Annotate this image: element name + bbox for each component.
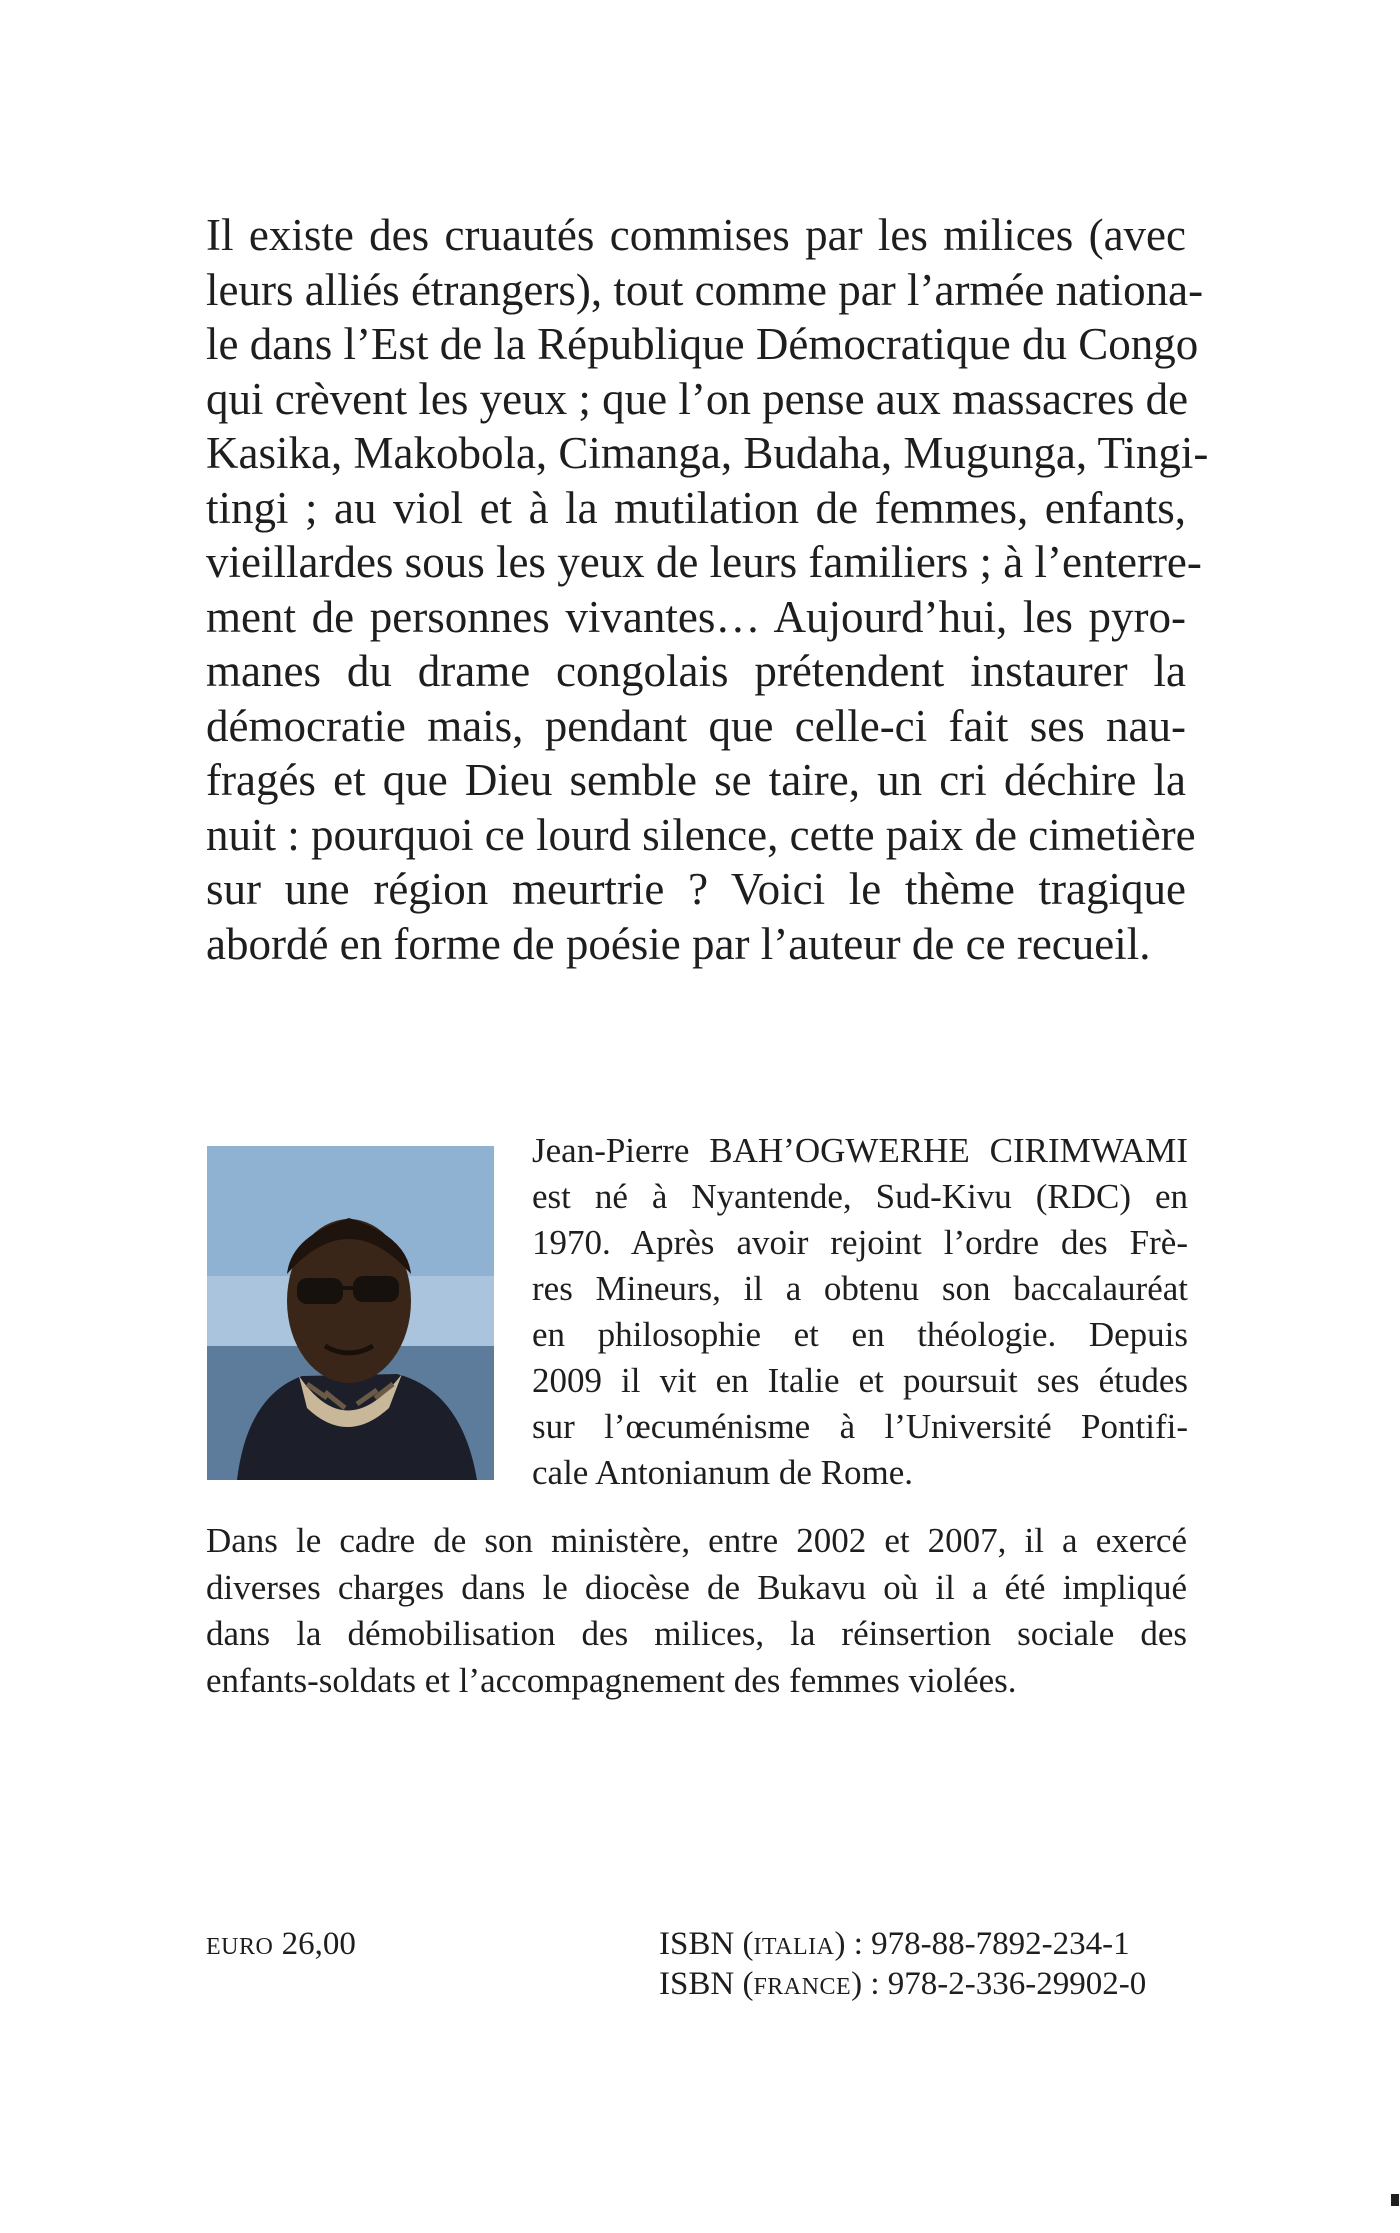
ministry-line: diverses charges dans le diocèse de Bukavu où il a été impliqué — [206, 1567, 1187, 1607]
author-bio — [532, 1128, 1188, 1496]
blurb-line: Il existe des cruautés commises par les milices (avec — [206, 210, 1186, 260]
isbn-label: ISBN — [659, 1926, 735, 1962]
bio-line: sur l’œcuménisme à l’Université Pontifi- — [532, 1407, 1188, 1446]
author-photo — [207, 1146, 494, 1480]
blurb-line: démocratie mais, pendant que celle-ci fait ses nau- — [206, 700, 1186, 751]
blurb-line: Kasika, Makobola, Cimanga, Budaha, Mugunga, Tingi- — [206, 428, 1209, 478]
blurb-line: le dans l’Est de la République Démocratique du Congo — [206, 319, 1199, 369]
isbn-region: ITALIA — [753, 1934, 835, 1960]
blurb-line: nuit : pourquoi ce lourd silence, cette paix de cimetière — [206, 809, 1196, 860]
blurb-line: ment de personnes vivantes… Aujourd’hui, les pyro- — [206, 591, 1186, 642]
isbn-label: ISBN — [659, 1966, 735, 2002]
trim-mark — [1391, 2194, 1399, 2206]
price-currency: EURO — [206, 1934, 274, 1960]
blurb-line: leurs alliés étrangers), tout comme par l’armée nationa- — [206, 264, 1204, 315]
blurb-line: abordé en forme de poésie par l’auteur de ce recueil. — [206, 918, 1151, 969]
isbn-number: 978-2-336-29902-0 — [887, 1966, 1147, 2002]
bio-line: en philosophie et en théologie. Depuis — [532, 1315, 1188, 1354]
isbn-italia: ISBN (ITALIA) : 978-88-7892-234-1 — [659, 1926, 1130, 1962]
author-portrait-image — [207, 1146, 494, 1480]
bio-line: cale Antonianum de Rome. — [532, 1453, 914, 1492]
isbn-france: ISBN (FRANCE) : 978-2-336-29902-0 — [659, 1966, 1147, 2002]
price — [206, 1924, 356, 1967]
isbn-number: 978-88-7892-234-1 — [871, 1926, 1130, 1962]
isbn-region: FRANCE — [753, 1974, 852, 2000]
price-amount: 26,00 — [281, 1926, 356, 1962]
blurb-line: manes du drame congolais prétendent instaurer la — [206, 646, 1186, 696]
ministry-line: dans la démobilisation des milices, la réinsertion sociale des — [206, 1614, 1187, 1653]
blurb-line: vieillardes sous les yeux de leurs familiers ; à l’enterre- — [206, 537, 1202, 587]
ministry-line: enfants-soldats et l’accompagnement des femmes violées. — [206, 1660, 1017, 1700]
blurb-line: tingi ; au viol et à la mutilation de femmes, enfants, — [206, 482, 1186, 533]
bio-line: 1970. Après avoir rejoint l’ordre des Frè- — [532, 1223, 1188, 1262]
bio-line: res Mineurs, il a obtenu son baccalauréat — [532, 1269, 1188, 1308]
ministry-line: Dans le cadre de son ministère, entre 2002 et 2007, il a exercé — [206, 1521, 1187, 1560]
bio-line: 2009 il vit en Italie et poursuit ses études — [532, 1361, 1188, 1400]
bio-line: est né à Nyantende, Sud-Kivu (RDC) en — [532, 1177, 1188, 1216]
ministry-paragraph — [206, 1518, 1187, 1704]
blurb-line: sur une région meurtrie ? Voici le thème tragique — [206, 864, 1186, 914]
back-cover-blurb — [206, 208, 1209, 971]
bio-line: Jean-Pierre BAH’OGWERHE CIRIMWAMI — [532, 1131, 1188, 1170]
blurb-line: fragés et que Dieu semble se taire, un cri déchire la — [206, 755, 1186, 805]
blurb-line: qui crèvent les yeux ; que l’on pense aux massacres de — [206, 373, 1189, 424]
